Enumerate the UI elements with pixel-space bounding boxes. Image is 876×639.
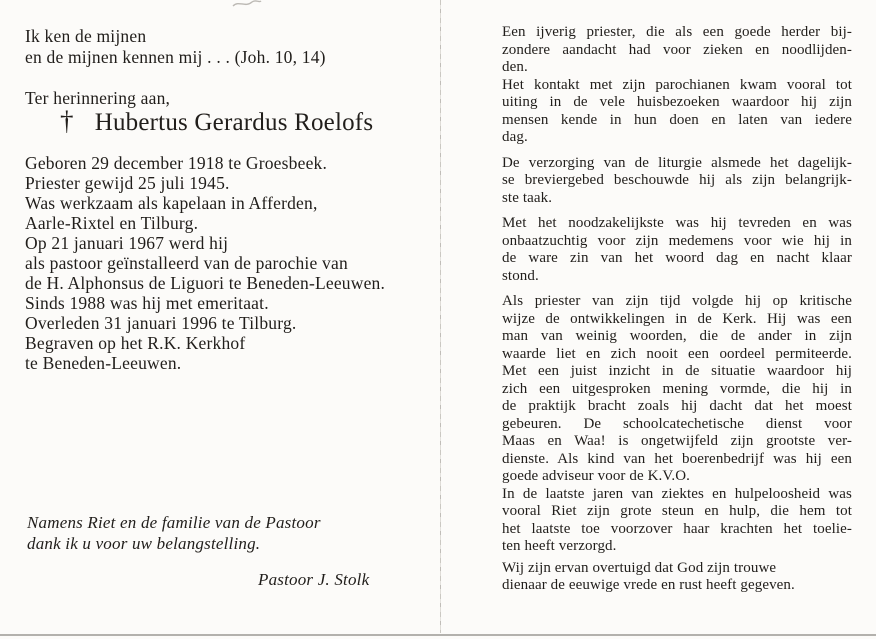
text-line: de ware zin van het woord dag en nacht klaar	[502, 250, 852, 266]
text-line: als pastoor geïnstalleerd van de parochie van	[25, 253, 348, 273]
text-line: Als priester van zijn tijd volgde hij op kritische	[502, 293, 852, 309]
text-line: In de laatste jaren van ziektes en hulpeloosheid was	[502, 485, 852, 502]
text-line: Een ijverig priester, die als een goede herder bij-	[502, 24, 852, 40]
text-line: wijze de ontwikkelingen in de Kerk. Hij was een	[502, 310, 852, 327]
text-line: Met het noodzakelijkste was hij tevreden en was	[502, 215, 852, 231]
text-line: Overleden 31 januari 1996 te Tilburg.	[25, 313, 297, 333]
page-fold-line	[440, 0, 441, 633]
text-line: gebeuren. De schoolcatechetische dienst voor	[502, 415, 852, 432]
paragraph-block	[502, 560, 852, 595]
text-line: goede adviseur voor de K.V.O.	[502, 468, 690, 484]
text-line: waarde liet en zich nooit een oordeel permiteerde.	[502, 345, 852, 362]
text-line: mensen kende in hun doen en laten van iedere	[502, 111, 852, 128]
text-line: Geboren 29 december 1918 te Groesbeek.	[25, 153, 328, 173]
signature: Pastoor J. Stolk	[258, 570, 370, 589]
text-line: Sinds 1988 was hij met emeritaat.	[25, 293, 269, 313]
text-line: Op 21 januari 1967 werd hij	[25, 233, 229, 253]
text-line: dienaar de eeuwige vrede en rust heeft gegeven.	[502, 577, 795, 593]
name-row	[60, 106, 373, 137]
text-line: den.	[502, 59, 528, 75]
text-line: uiting in de vele huisbezoeken waardoor hij zijn	[502, 94, 852, 110]
text-line: Namens Riet en de familie van de Pastoor	[27, 513, 321, 532]
text-line: dag.	[502, 129, 528, 145]
text-line: zondere aandacht had voor zieken en noodlijden-	[502, 41, 852, 58]
text-line: Priester gewijd 25 juli 1945.	[25, 173, 230, 193]
biography	[25, 153, 385, 373]
text-line: De verzorging van de liturgie alsmede het dagelijk-	[502, 154, 852, 171]
paragraph-block	[502, 215, 852, 285]
text-line: Met een juist inzicht in de situatie waardoor hij	[502, 363, 852, 379]
text-line: Ik ken de mijnen	[25, 26, 147, 46]
thanks-note	[27, 513, 321, 554]
text-line: Wij zijn ervan overtuigd dat God zijn trouwe	[502, 559, 777, 576]
text-line: Het kontakt met zijn parochianen kwam vooral tot	[502, 76, 852, 93]
text-line: Aarle-Rixtel en Tilburg.	[25, 213, 199, 233]
text-line: de praktijk bracht zoals hij dacht dat het moest	[502, 398, 852, 414]
paragraph-block	[502, 293, 852, 556]
cross-symbol: †	[60, 106, 74, 136]
text-line: Was werkzaam als kapelaan in Afferden,	[25, 193, 318, 213]
text-line: Begraven op het R.K. Kerkhof	[25, 333, 246, 353]
text-line: dienste. Als kind van het boerenbedrijf was hij een	[502, 450, 852, 467]
text-line: te Beneden-Leeuwen.	[25, 353, 182, 373]
text-line: zich een uitgesproken mening vormde, die hij in	[502, 380, 852, 397]
text-line: ten heeft verzorgd.	[502, 538, 617, 554]
text-line: dank ik u voor uw belangstelling.	[27, 533, 261, 553]
text-line: de H. Alphonsus de Liguori te Beneden-Leeuwen.	[25, 273, 386, 293]
memorial-intro: Ter herinnering aan,	[25, 88, 171, 108]
text-line: stond.	[502, 267, 539, 284]
text-line: se breviergebed beschouwde hij als zijn belangrijk-	[502, 172, 852, 188]
deceased-name: Hubertus Gerardus Roelofs	[94, 109, 374, 136]
eulogy-text	[502, 24, 852, 595]
text-line: onbaatzuchtig voor zijn medemens voor wie hij in	[502, 232, 852, 249]
text-line: man van weinig woorden, die de ander in zijn	[502, 328, 852, 344]
text-line: vooral Riet zijn grote steun en hulp, die hem tot	[502, 503, 852, 519]
scan-artifact-mark	[232, 0, 262, 10]
scripture-quote	[25, 26, 326, 67]
text-line: Maas en Waa! is ongetwijfeld zijn grootste ver-	[502, 433, 852, 449]
text-line: het laatste toe voorzover haar krachten het toelie-	[502, 520, 852, 537]
paragraph-block	[502, 155, 852, 208]
bottom-scan-edge	[0, 634, 876, 636]
text-line: en de mijnen kennen mij . . . (Joh. 10, 14)	[25, 46, 326, 67]
text-line: ste taak.	[502, 189, 553, 206]
paragraph-block	[502, 24, 852, 147]
